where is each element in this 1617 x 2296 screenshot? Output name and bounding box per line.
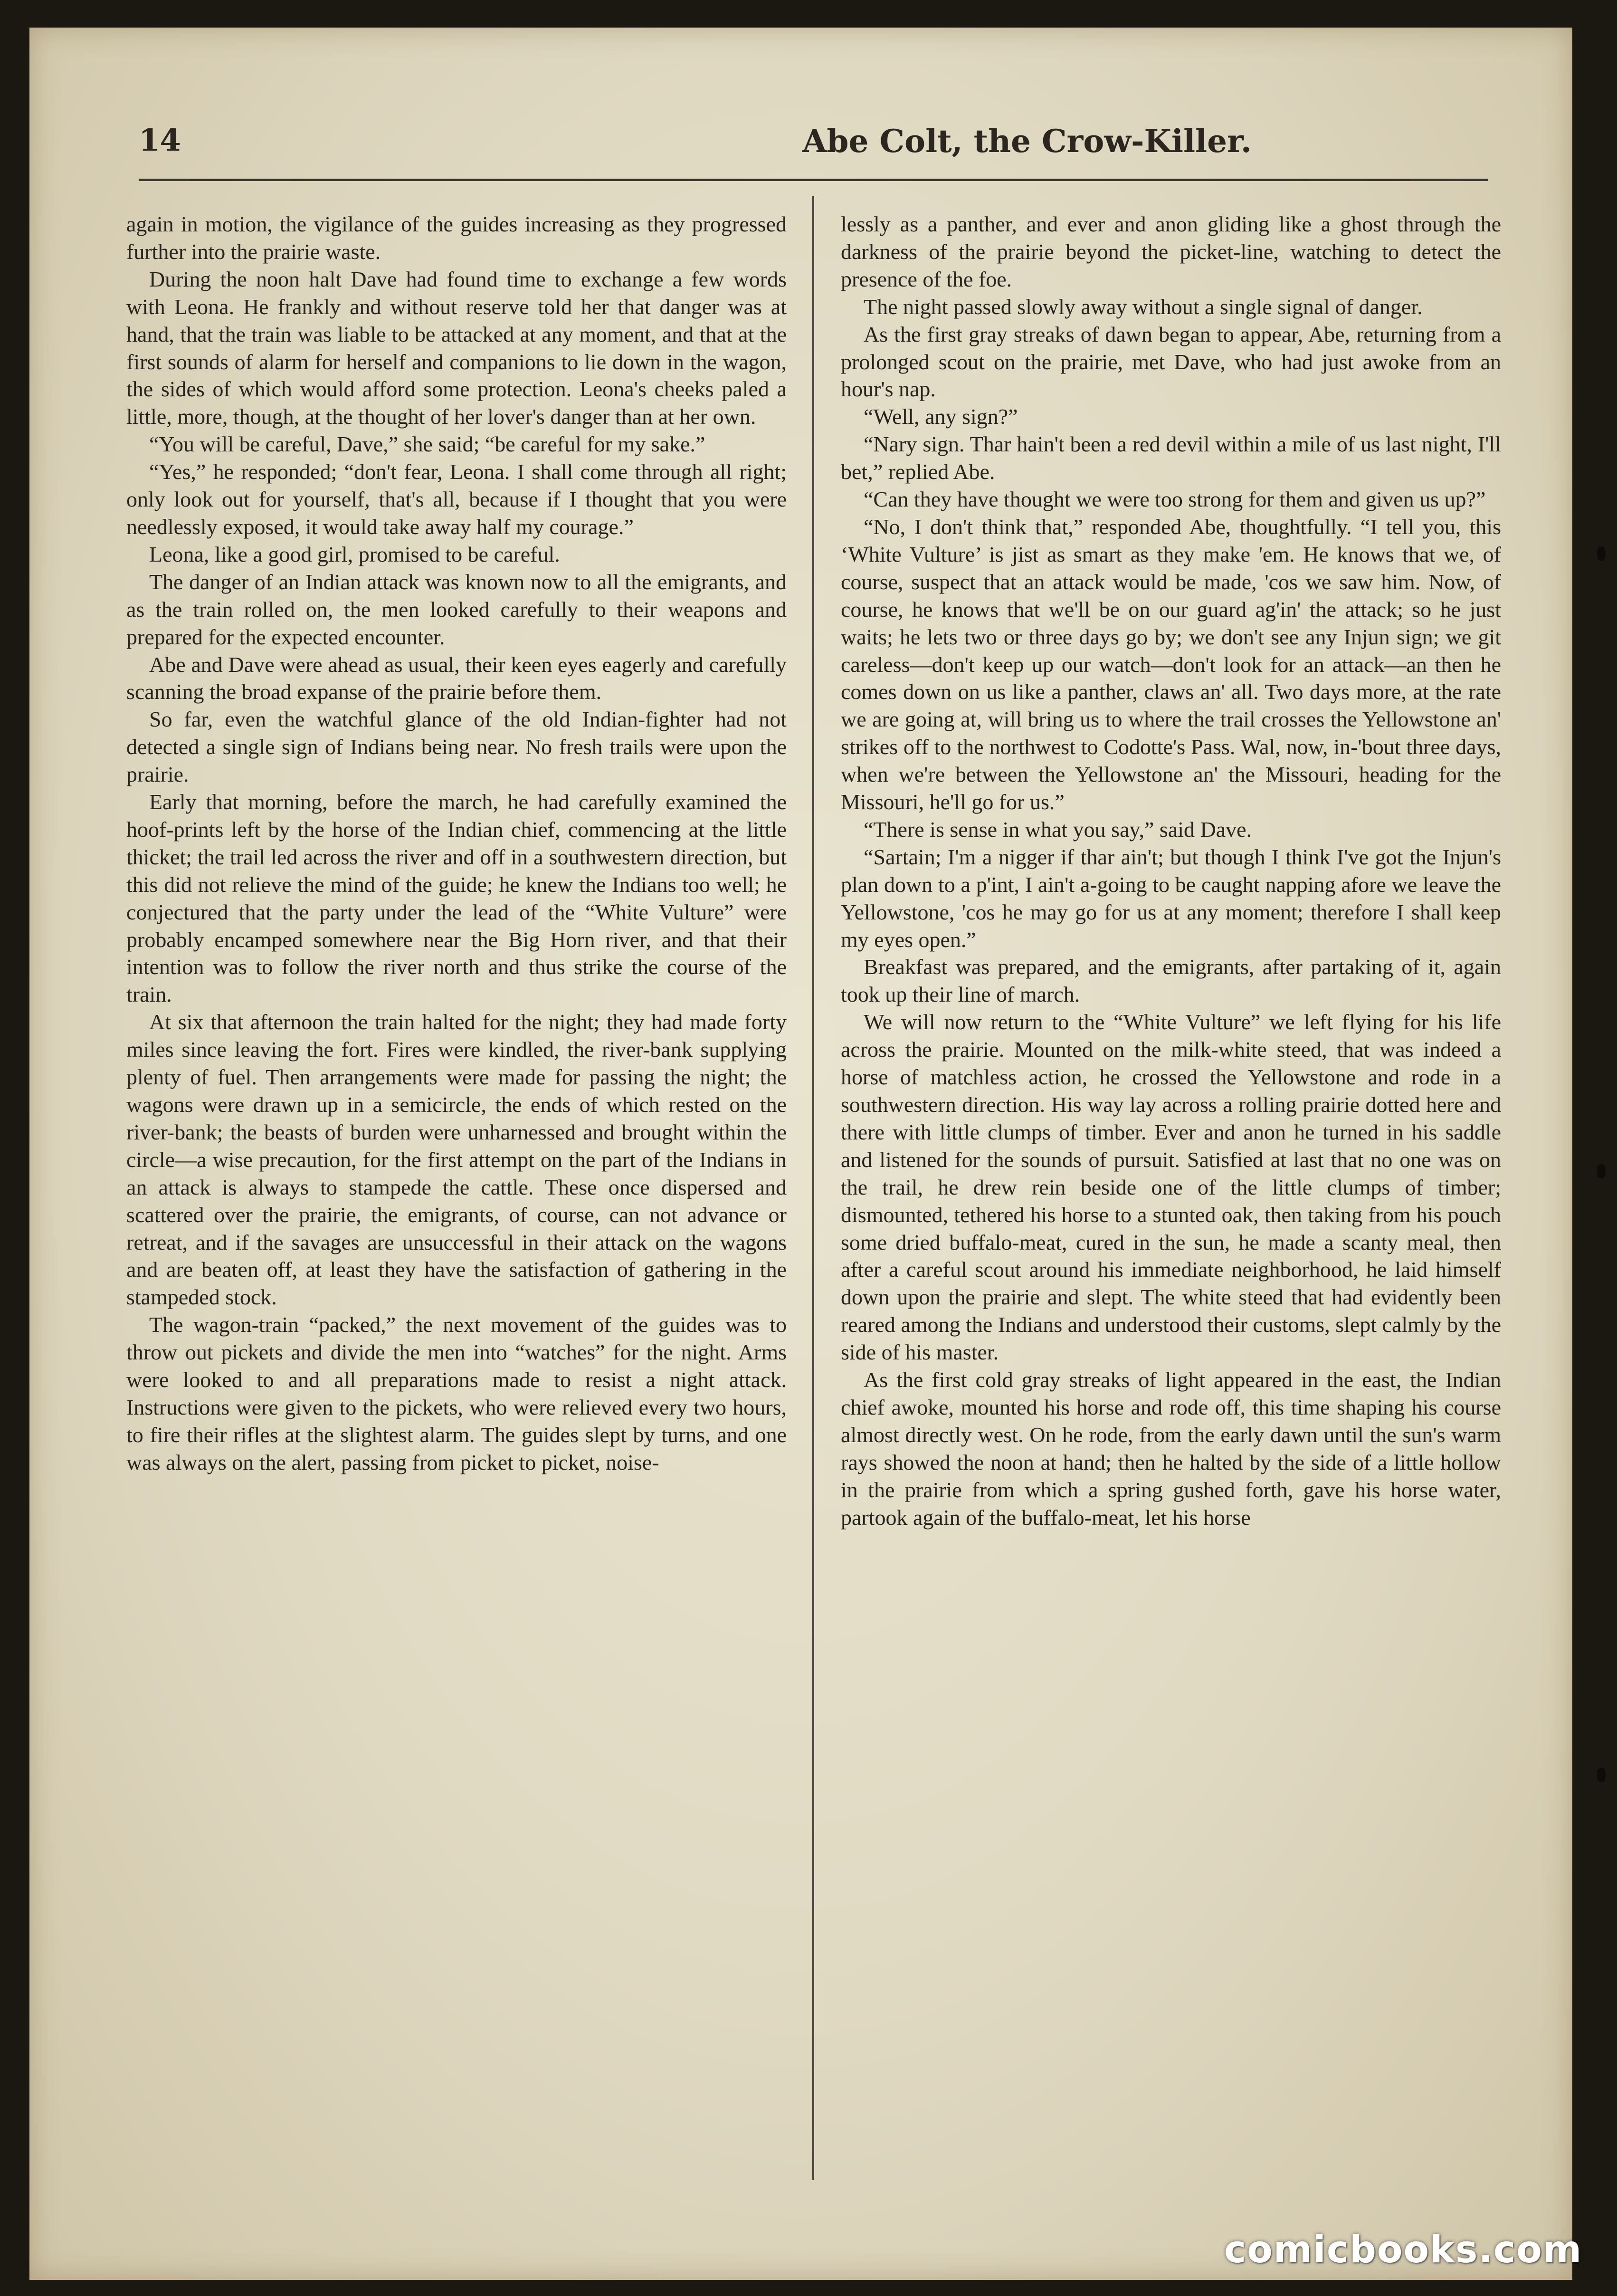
paragraph: We will now return to the “White Vulture” we left flying for his life across the prairie. Mounted on the milk-white steed, that was indeed a horse of matchless action, he crossed the Yellowstone and rode in a southwestern direction. His way lay across a rolling prairie dotted here and there with little clumps of timber. Ever and anon he turned in his saddle and listened for the sounds of pursuit. Satisfied at last that no one was on the trail, he drew rein beside one of the little clumps of timber; dismounted, tethered his horse to a stunted oak, then taking from his pouch some dried buffalo-meat, cured in the sun, he made a scanty meal, then after a careful scout around his immediate neighborhood, he laid himself down upon the prairie and slept. The white steed that had evidently been reared among the Indians and understood their customs, slept calmly by the side of his master.: [841, 1010, 1501, 1365]
column-divider: [812, 196, 814, 2180]
paragraph: As the first cold gray streaks of light appeared in the east, the Indian chief awoke, mounted his horse and rode off, this time shaping his course almost directly west. On he rode, from the early dawn until the sun's warm rays showed the noon at hand; then he halted by the side of a little hollow in the prairie from which a spring gushed forth, gave his horse water, partook again of the buffalo-meat, let his horse: [841, 1368, 1501, 1530]
paragraph: Breakfast was prepared, and the emigrants, after partaking of it, again took up their line of march.: [841, 955, 1501, 1007]
paragraph: “Sartain; I'm a nigger if thar ain't; but though I think I've got the Injun's plan down to a p'int, I ain't a-going to be caught napping afore we leave the Yellowstone, 'cos he may go for us at any moment; therefore I shall keep my eyes open.”: [841, 844, 1501, 952]
paragraph: “You will be careful, Dave,” she said; “be careful for my sake.”: [149, 432, 705, 457]
paragraph: Abe and Dave were ahead as usual, their keen eyes eagerly and carefully scanning the broad expanse of the prairie before them.: [126, 652, 787, 704]
binding-staple-mark: [1597, 1768, 1606, 1782]
paragraph: “There is sense in what you say,” said Dave.: [864, 817, 1252, 842]
paragraph: The danger of an Indian attack was known now to all the emigrants, and as the train rolled on, the men looked carefully to their weapons and prepared for the expected encounter.: [126, 569, 787, 649]
paragraph: lessly as a panther, and ever and anon gliding like a ghost through the darkness of the prairie beyond the picket-line, watching to detect the presence of the foe.: [841, 212, 1501, 291]
paragraph: “Can they have thought we were too strong for them and given us up?”: [864, 487, 1486, 512]
paragraph: So far, even the watchful glance of the old Indian-fighter had not detected a single sign of Indians being near. No fresh trails were upon the prairie.: [126, 707, 787, 787]
paragraph: “No, I don't think that,” responded Abe, thoughtfully. “I tell you, this ‘White Vulture’ is jist as smart as they make 'em. He knows that we, of course, suspect that an attack would be made, 'cos we saw him. Now, of course, he knows that we'll be on our guard ag'in' the attack; so he just waits; he lets two or three days go by; we don't see any Injun sign; we git careless—don't keep up our watch—don't look for an attack—an then he comes down on us like a panther, claws an' all. Two days more, at the rate we are going at, will bring us to where the trail crosses the Yellowstone an' strikes off to the northwest to Codotte's Pass. Wal, now, in-'bout three days, when we're between the Yellowstone an' the Missouri, heading for the Missouri, he'll go for us.”: [841, 514, 1501, 814]
running-head-title: Abe Colt, the Crow-Killer.: [802, 123, 1252, 160]
paragraph: The wagon-train “packed,” the next movement of the guides was to throw out pickets and divide the men into “watches” for the night. Arms were looked to and all preparations made to resist a night attack. Instructions were given to the pickets, who were relieved every two hours, to fire their rifles at the slightest alarm. The guides slept by turns, and one was always on the alert, passing from picket to picket, noise-: [126, 1312, 787, 1474]
paragraph: Leona, like a good girl, promised to be careful.: [149, 542, 560, 566]
paragraph: “Well, any sign?”: [864, 404, 1018, 429]
paragraph: During the noon halt Dave had found time to exchange a few words with Leona. He frankly and without reserve told her that danger was at hand, that the train was liable to be attacked at any moment, and that at the first sounds of alarm for herself and companions to lie down in the wagon, the sides of which would afford some protection. Leona's cheeks paled a little, more, though, at the thought of her lover's danger than at her own.: [126, 267, 787, 429]
paragraph: again in motion, the vigilance of the guides increasing as they progressed further into the prairie waste.: [126, 212, 787, 264]
paragraph: “Nary sign. Thar hain't been a red devil within a mile of us last night, I'll bet,” replied Abe.: [841, 432, 1501, 484]
binding-staple-mark: [1597, 546, 1606, 561]
left-column: [126, 210, 787, 1476]
site-watermark: comicbooks.com: [1224, 2229, 1583, 2271]
paragraph: As the first gray streaks of dawn began to appear, Abe, returning from a prolonged scout on the prairie, met Dave, who had just awoke from an hour's nap.: [841, 322, 1501, 402]
paragraph: Early that morning, before the march, he had carefully examined the hoof-prints left by the horse of the Indian chief, commencing at the little thicket; the trail led across the river and off in a southwestern direction, but this did not relieve the mind of the guide; he knew the Indians too well; he conjectured that the party under the lead of the “White Vulture” were probably encamped somewhere near the Big Horn river, and that their intention was to follow the river north and thus strike the course of the train.: [126, 790, 787, 1007]
paragraph: “Yes,” he responded; “don't fear, Leona. I shall come through all right; only look out for yourself, that's all, because if I thought that you were needlessly exposed, it would take away half my courage.”: [126, 459, 787, 539]
page-number: 14: [139, 123, 181, 158]
right-column: [841, 210, 1501, 1531]
binding-staple-mark: [1597, 1164, 1606, 1178]
header-rule: [139, 179, 1488, 181]
paragraph: At six that afternoon the train halted for the night; they had made forty miles since leaving the fort. Fires were kindled, the river-bank supplying plenty of fuel. Then arrangements were made for passing the night; the wagons were drawn up in a semicircle, the ends of which rested on the river-bank; the beasts of burden were unharnessed and brought within the circle—a wise precaution, for the first attempt on the part of the Indians in an attack is always to stampede the cattle. These once dispersed and scattered over the prairie, the emigrants, of course, can not advance or retreat, and if the savages are unsuccessful in their attack on the wagons and are beaten off, at least they have the satisfaction of gathering in the stampeded stock.: [126, 1010, 787, 1310]
magazine-page: [29, 28, 1583, 2280]
paragraph: The night passed slowly away without a single signal of danger.: [864, 294, 1423, 319]
